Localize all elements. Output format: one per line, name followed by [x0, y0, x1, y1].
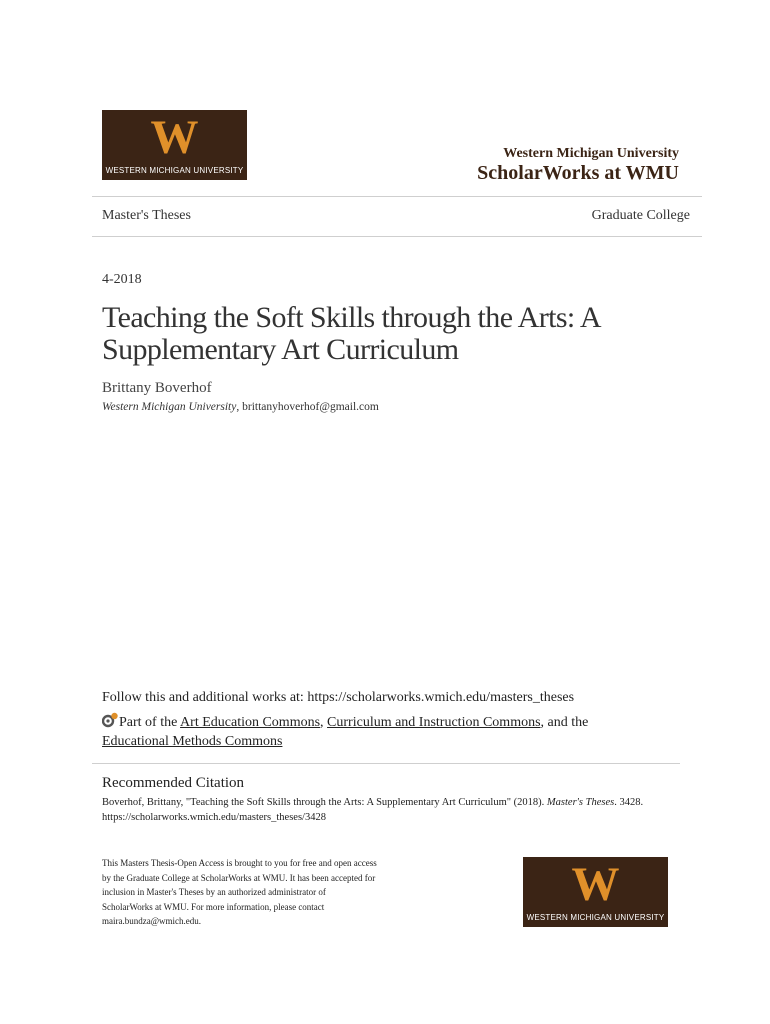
art-education-commons-link[interactable]: Art Education Commons: [180, 715, 321, 730]
graduate-college-link[interactable]: Graduate College: [591, 208, 690, 223]
author-name[interactable]: Brittany Boverhof: [102, 380, 212, 396]
access-line-3: inclusion in Master's Theses by an authorized administrator of: [102, 887, 326, 897]
access-line-1: This Masters Thesis-Open Access is brought to you for free and open access: [102, 858, 377, 868]
separator-1: ,: [320, 715, 328, 730]
author-affiliation: [102, 401, 379, 413]
educational-methods-commons-link[interactable]: Educational Methods Commons: [102, 734, 283, 749]
wmu-logo-bottom[interactable]: [523, 857, 668, 927]
citation-url[interactable]: https://scholarworks.wmich.edu/masters_theses/3428: [102, 812, 326, 823]
part-of-commons: [102, 712, 682, 751]
citation-series: Master's Theses: [546, 797, 615, 808]
wmu-logo-w-icon: W: [571, 858, 620, 911]
wmu-logo-wordmark: WESTERN MICHIGAN UNIVERSITY: [526, 913, 665, 922]
citation-text: [102, 795, 702, 825]
separator-2: , and the: [540, 715, 589, 730]
wmu-logo-w-icon: W: [150, 111, 199, 164]
publication-date: 4-2018: [102, 272, 142, 287]
citation-number: . 3428.: [614, 797, 644, 808]
follow-link-text[interactable]: Follow this and additional works at: https://scholarworks.wmich.edu/masters_theses: [102, 690, 575, 705]
wmu-logo-top[interactable]: [102, 110, 247, 180]
paper-title-line1: Teaching the Soft Skills through the Arts: A: [102, 301, 601, 334]
paper-title-line2: Supplementary Art Curriculum: [102, 333, 459, 366]
header-divider: [92, 196, 702, 197]
citation-heading: Recommended Citation: [102, 775, 245, 791]
citation-divider: [92, 763, 680, 764]
masters-theses-link[interactable]: Master's Theses: [102, 208, 191, 223]
header-repository[interactable]: ScholarWorks at WMU: [477, 162, 679, 184]
contact-email[interactable]: maira.bundza@wmich.edu.: [102, 916, 202, 926]
nav-divider: [92, 236, 702, 237]
curriculum-instruction-commons-link[interactable]: Curriculum and Instruction Commons: [327, 715, 541, 730]
access-line-4: ScholarWorks at WMU. For more information, please contact: [102, 901, 325, 912]
access-line-2: by the Graduate College at ScholarWorks at WMU. It has been accepted for: [102, 872, 376, 883]
citation-body: Boverhof, Brittany, "Teaching the Soft Skills through the Arts: A Supplementary Art Curriculum" (2018).: [102, 797, 547, 808]
wmu-logo-wordmark: WESTERN MICHIGAN UNIVERSITY: [105, 166, 244, 175]
header-university[interactable]: Western Michigan University: [503, 146, 679, 161]
access-statement: [102, 856, 402, 929]
part-of-prefix: Part of the: [119, 715, 181, 730]
affiliation-name: Western Michigan University: [102, 401, 237, 413]
paper-title: [102, 302, 702, 366]
author-email[interactable]: , brittanyhoverhof@gmail.com: [236, 401, 379, 413]
network-icon: [102, 712, 119, 728]
